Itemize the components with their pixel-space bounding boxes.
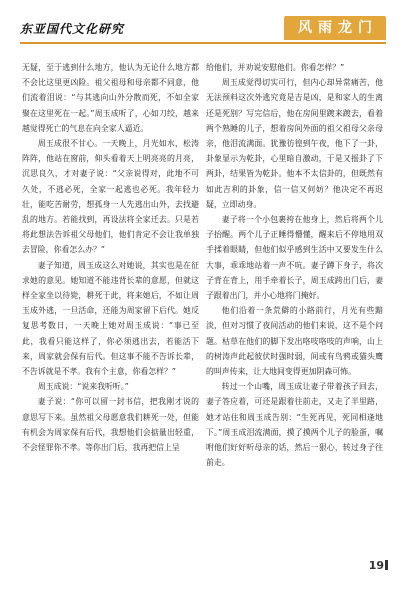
- paragraph: 周玉成觉得切实可行，但内心却异常痛苦，他无法预料这次外逃究竟是吉是凶，是和家人的生离还是死别？写完信后，他在房间里踱来踱去，看着两个熟睡的儿子，想着房间外面的祖父祖母父亲母亲，他泪流满面。犹豫彷徨到午夜，他下了一卦，卦象显示为乾卦，心里暗自激动，于是又摇卦了下两卦，结果皆为乾卦。他本不太信卦的，但既然有如此吉利的卦象，信一信又何妨？他决定不再迟疑，立即动身。: [206, 78, 383, 209]
- left-text-column: [22, 60, 199, 455]
- section-title-badge: 风雨龙门: [284, 16, 386, 40]
- journal-title: 东亚国代文化研究: [20, 22, 125, 36]
- paragraph: 转过一个山嘴，周玉成让妻子带着孩子回去，妻子答应着，可还是跟着往前走，又走了半里路，她才站住和周玉成告别：“生死再见，死同相逢地下。”周玉成泪流满面，摸了摸两个儿子的脸蛋，嘱咐他们好好听母亲的话，然后一狠心，转过身子往前走。: [206, 382, 383, 468]
- paragraph: 无疑，至于逃到什么地方，他认为无论什么地方都不会比这里更凶险。祖父祖母和母亲都不同意，他们流着泪说：“与其逃向山外分散而死，不如全家聚在这里死在一起。”周玉成听了，心如刀绞，越来越觉得死亡的气息在向全家人逼近。: [22, 63, 199, 133]
- page-number-text: 19: [368, 559, 384, 572]
- paragraph: 周玉成说：“说来我听听。”: [37, 382, 129, 392]
- paragraph: 他们沿着一条荒僻的小路前行，月光有些黯淡，但对习惯了夜间活动的他们来说，这不是个问题。枯草在他们的脚下发出咯吱咯吱的声响，山上的树涛声此起彼伏时强时弱，间或有鸟鸦或猫头鹰的叫声传来，让大地间变得更加阴森可怖。: [206, 306, 383, 377]
- paragraph: 妻子知道，周玉成这么对她说，其实也是在征求她的意见。她知道不能违背长辈的意愿，但就这样全家坐以待毙，耕死于此，将来她后，不如让周玉成外逃，一旦活命，还能为周家留下后代。她反复思考数日，一天晚上她对周玉成说：“事已至此，我看只能这样了，你必须逃出去，若能活下来，周家就会保有后代。但这事不能不告诉长辈，不告诉就是不孝。我有个主意，你看怎样？”: [22, 260, 199, 377]
- right-text-column: [206, 60, 383, 470]
- paragraph: 妻子说：“你可以留一封书信，把我刚才说的意思写下来。虽然祖父母愿意我们耕死一处，但能有机会为周家保有后代，我想他们会掂量出轻重，不会怪罪你不孝。等你出门后，我再把信上呈: [22, 397, 199, 453]
- page-header: [20, 16, 386, 40]
- paragraph: 给他们，并劝说安慰他们。你看怎样？”: [206, 63, 345, 72]
- page-number: [369, 559, 388, 572]
- page-number-marker: [385, 560, 388, 570]
- paragraph: 周玉成很不甘心。一天晚上，月光如水，松涛阵阵，他站在窗前，仰头看着天上明亮亮的月亮，沉思良久，才对妻子说：“父亲说得对，此地不可久处，不逃必死，全家一起逃也必死。我年轻力壮，能吃苦耐劳，想孤身一人先逃出山外，去找避乱的地方。若能找到，再设法将全家迁去。只是若将此想法告诉祖父母他们，他们肯定不会让我单独去冒险，你看怎么办？”: [22, 139, 199, 255]
- header-divider: [20, 42, 386, 44]
- paragraph: 妻子将一个小包裹挎在他身上，然后将两个儿子抬醒。两个儿子正睡得懵懂，醒来后不停地用双手揉着眼睛，但他们似乎感到生活中又要发生什么大事，乖乖地站着一声不吭。妻子蹲下身子，将次子背在背上，用手牵着长子，周玉成跨出门后，妻子跟着出门，并小心地将门掩好。: [206, 215, 383, 301]
